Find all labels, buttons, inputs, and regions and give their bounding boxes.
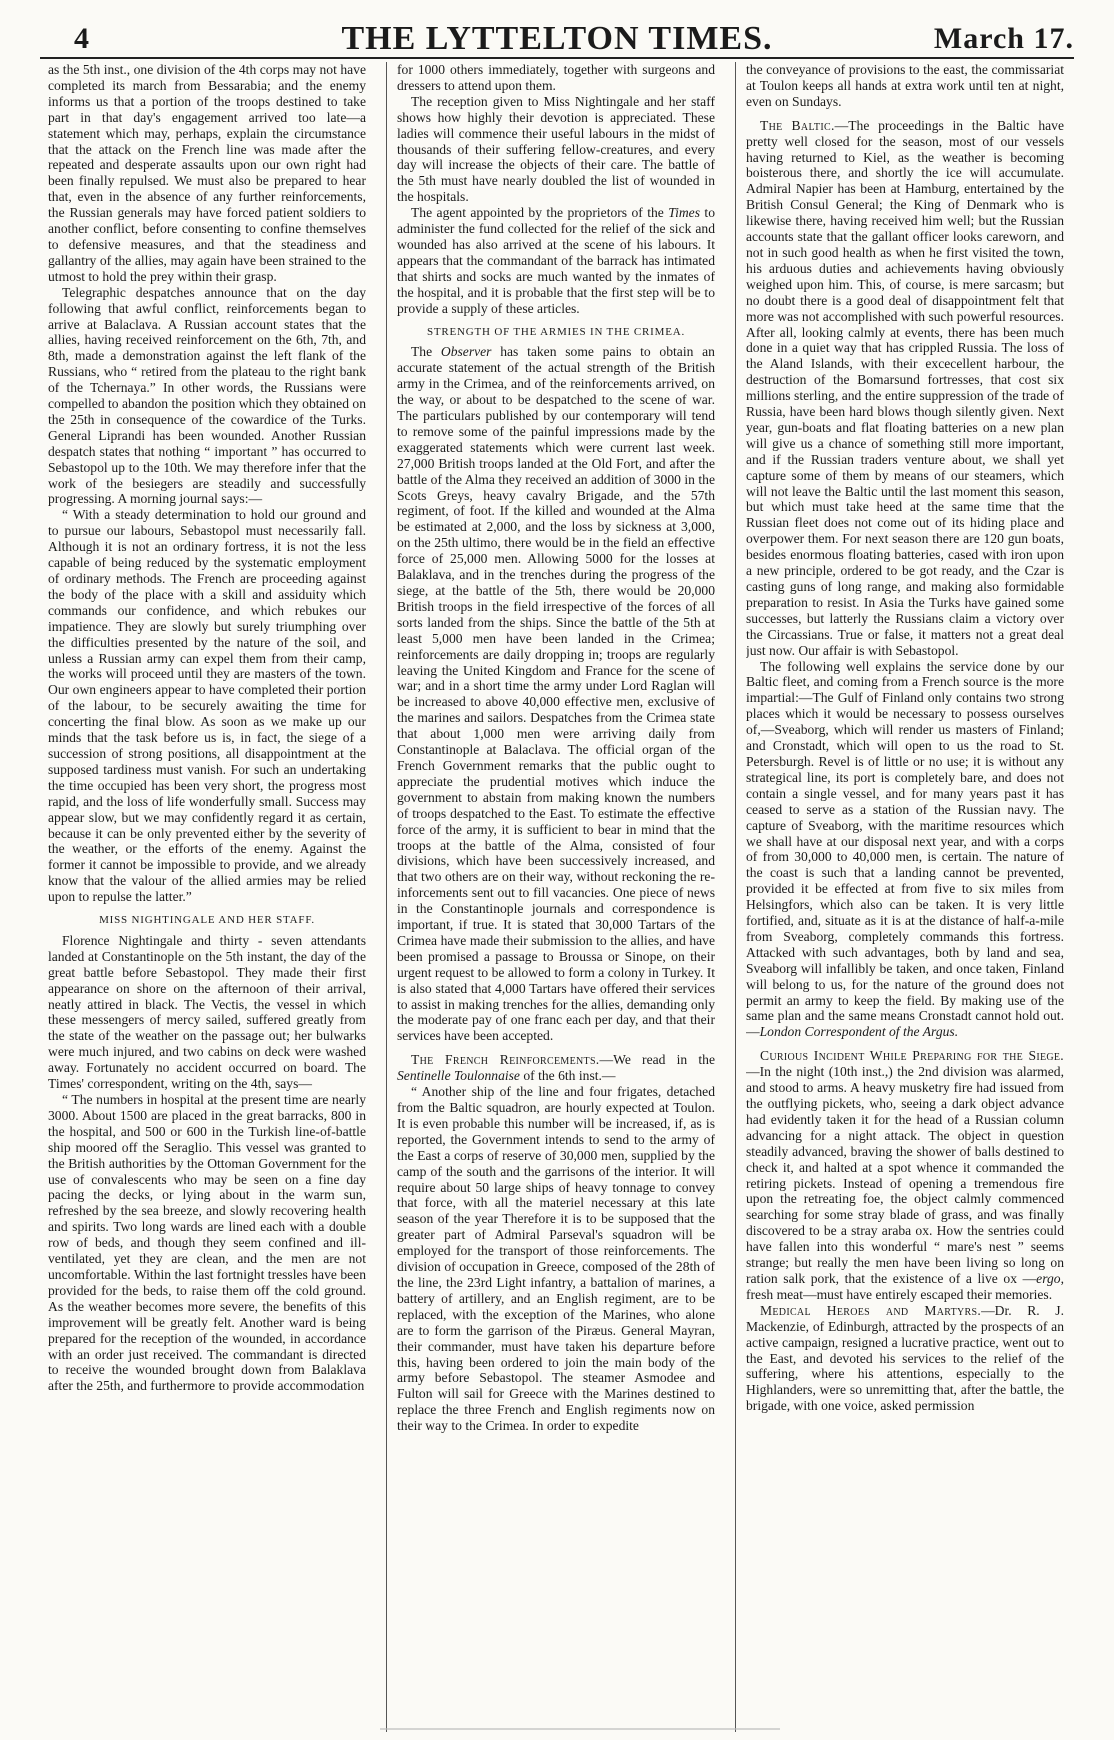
publication-name: Sentinelle Toulonnaise <box>397 1068 520 1084</box>
text-run: has taken some pains to obtain an accurate statement of the actual strength of the British army in the Crimea, and of the reinforcements arrived, on the way, or about to be despatched to the scene of war. The particulars published by our contemporary will tend to remove some of the painful impressions made by the exaggerated statements which were current last week. 27,000 British troops landed at the Old Fort, and after the battle of the Alma they received an addition of 3000 in the Scots Greys, heavy cavalry Brigade, and the 57th regiment, of foot. If the killed and wounded at the Alma be estimated at 2,000, and the loss by sickness at 3,000, on the 25th ultimo, there would be in the field an effective force of 25,000 men. Allowing 5000 for the losses at Balaklava, and in the trenches during the progress of the siege, at the battle of the 5th, there would be 20,000 British troops in the field irrespective of the forces of all sorts landed from the ships. Since the battle of the 5th at least 5,000 men have been landed in the Crimea; reinforcements are daily dropping in; troops are regularly leaving the United Kingdom and France for the scene of war; and in a short time the army under Lord Raglan will be increased to above 40,000 effective men, exclusive of the marines and sailors. Despatches from the Crimea state that about 1,000 men were arriving daily from Constantinople at Balaclava. The official organ of the French Government remarks that the public ought to appreciate the prudential motives which induce the government to abstain from making known the numbers of troops despatched to the East. To estimate the effective force of the army, it is sufficient to bear in mind that the troops at the battle of the Alma, consisted of four divisions, which have been successively increased, and that two others are on their way, without reckoning the re-inforcements sent out to fill vacancies. One piece of news in the Constantinople journals and correspondence is important, if true. It is stated that 30,000 Tartars of the Crimea have made their submission to the allies, and have been promised a passage to Broussa or Sinope, on their urgent request to be allowed to form a colony in Turkey. It is also stated that 4,000 Tartars have offered their services to assist in making trenches for the allies, demanding only the moderate pay of one franc each per day, and that their services have been accepted. <box>397 344 715 1044</box>
publication-name: Times <box>668 205 700 221</box>
column-2 <box>397 62 715 1727</box>
text-run: The following well explains the service done by our Baltic fleet, and coming from a French source is the more impartial:—The Gulf of Finland only contains two strong places which it would be necessary to possess ourselves of,—Sveaborg, which will render us masters of Finland; and Cronstadt, which will open to us the road to St. Petersburgh. Revel is of little or no use; it is without any strategical line, its port is completely bare, and does not contain a single vessel, and for many years past it has ceased to serve as a station of the Russian navy. The capture of Sveaborg, with the maritime resources which we shall have at our disposal next year, and with a corps of from 30,000 to 40,000 men, is certain. The nature of the coast is such that a landing cannot be prevented, provided it be effected at from five to six miles from Helsingfors, which also can be taken. It is very little fortified, and, situate as it is at the distance of half-a-mile from Sveaborg, completely commands this fortress. Attacked with such advantages, both by land and sea, Sveaborg will infallibly be taken, and once taken, Finland will belong to us, for the nature of the ground does not permit an army to keep the field. By making use of the same plan and the same means Cronstadt cannot hold out.— <box>746 658 1064 1040</box>
article-paragraph: Telegraphic despatches announce that on the day following that awful conflict, reinforcements began to arrive at Balaclava. A Russian account states that the allies, having received reinforcement on the 6th, 7th, and 8th, made a demonstration against the left flank of the Russians, who “ retired from the plateau to the right bank of the Tchernaya.” In other words, the Russians were compelled to abandon the position which they obtained on the 25th in consequence of the cowardice of the Turks. General Liprandi has been wounded. Another Russian despatch states that nothing “ important ” has occurred to Sebastopol up to the 10th. We may therefore infer that the work of the besiegers are steadily and successfully progressing. A morning journal says:— <box>48 284 366 507</box>
quote-paragraph: “ With a steady determination to hold our ground and to pursue our labours, Sebastopol must necessarily fall. Although it is not an ordinary fortress, it is not the less capable of being reduced by the systematic employment of ordinary methods. The French are proceeding against the body of the place with a skill and assiduity which commands our confidence, and which rebukes our impatience. They are slowly but surely triumphing over the difficulties presented by the nature of the soil, and unless a Russian army can expel them from their camp, the works will proceed until they are masters of the town. Our own engineers appear to have completed their portion of the labour, to be securely awaiting the time for concerting the final blow. As soon as we make up our minds that the task before us is, in fact, the siege of a succession of strong positions, all disappointment at the supposed tardiness must vanish. For such an undertaking the time occupied has been very short, the progress most rapid, and the loss of life wonderfully small. Success may appear slow, but we may confidently regard it as certain, because it can be only prevented either by the severity of the weather, or the efforts of the enemy. Against the former it cannot be impossible to provide, and we already know that the valour of the allied armies may be relied upon to repulse the latter.” <box>48 507 366 905</box>
header-rule <box>40 57 1074 59</box>
section-heading-strength: STRENGTH OF THE ARMIES IN THE CRIMEA. <box>426 325 686 338</box>
runin-heading-baltic: The Baltic. <box>760 117 835 133</box>
article-paragraph <box>746 1303 1064 1414</box>
article-paragraph: for 1000 others immediately, together with surgeons and dressers to attend upon them. <box>397 62 715 93</box>
runin-heading-french: The French Reinforcements. <box>411 1052 600 1068</box>
text-run: ergo <box>1036 1270 1061 1286</box>
article-paragraph <box>746 659 1064 1041</box>
page-number: 4 <box>74 22 89 55</box>
text-run: of the 6th inst.— <box>519 1068 616 1084</box>
text-run: to administer the fund collected for the relief of the sick and wounded has also arrived at the scene of his labours. It appears that the commandant of the barrack has intimated that shirts and socks are much wanted by the inmates of the hospital, and it is probable that the first step will be to provide a supply of these articles. <box>397 205 715 316</box>
print-smudge <box>380 1728 780 1730</box>
column-1 <box>48 62 366 1727</box>
quote-paragraph: “ The numbers in hospital at the present time are nearly 3000. About 1500 are placed in the great barracks, 800 in the hospital, and 500 or 600 in the Turkish line-of-battle ship moored off the Seraglio. This vessel was granted to the British authorities by the Ottoman Government for the use of convalescents who may be seen on a fine day pacing the decks, or lying about in the warm sun, refreshed by the sea breeze, and slowly recovering health and spirits. Two long wards are lined each with a double row of beds, and though they seem confined and ill-ventilated, yet they are clean, and the men are not uncomfortable. Within the last fortnight tressles have been provided for the beds, to raise them off the cold ground. As the weather becomes more severe, the benefits of this improvement will be greatly felt. Another ward is being prepared for the reception of the wounded, in accordance with an order just received. The commandant is directed to receive the wounded brought down from Balaklava after the 25th, and furthermore to provide accommodation <box>48 1092 366 1394</box>
text-run: —In the night (10th inst.,) the 2nd division was alarmed, and stood to arms. A heavy musketry fire had issued from the outflying pickets, who, seeing a dark object advance had evidently taken it for the head of a Russian column advancing for a night attack. The object in question steadily advanced, braving the shower of balls destined to check it, and halted at a spot whence it commanded the retiring pickets. Instead of opening a tremendous fire upon the retreating foe, the object calmly commenced searching for some stray blade of grass, and was finally discovered to be a stray araba ox. How the sentries could have fallen into this wonderful “ mare's nest ” seems strange; but really the men have been living so long on ration salk pork, that the existence of a live ox — <box>746 1064 1064 1286</box>
article-paragraph: The reception given to Miss Nightingale and her staff shows how highly their devotion is appreciated. These ladies will commence their useful labours in the midst of thousands of their suffering fellow-creatures, and every day will increase the objects of their care. The battle of the 5th must have nearly doubled the list of wounded in the hospitals. <box>397 93 715 205</box>
article-paragraph <box>397 1052 715 1084</box>
quote-paragraph: “ Another ship of the line and four frigates, detached from the Baltic squadron, are hourly expected at Toulon. It is even probable this number will be increased, if, as is reported, the Government intends to send to the army of the East a corps of reserve of 30,000 men, supplied by the camp of the south and the garrisons of the interior. It will require about 50 large ships of heavy tonnage to convey that force, with all the materiel necessary at this late season of the year Therefore it is to be supposed that the greater part of Admiral Parseval's squadron will be employed for the transport of those reinforcements. The division of occupation in Greece, composed of the 28th of the line, the 23rd Light infantry, a battalion of marines, a battery of artillery, and an English regiment, are to be replaced, with the exception of the Marines, who alone are to form the garrison of the Piræus. General Mayran, their commander, must have taken his departure before this, having been ordered to join the main body of the army before Sebastopol. The steamer Asmodee and Fulton will sail for Greece with the Marines destined to replace the three French and English regiments now on their way to the Crimea. In order to expedite <box>397 1084 715 1434</box>
newspaper-title: THE LYTTELTON TIMES. <box>341 20 773 57</box>
text-run: —We read in the <box>599 1052 715 1068</box>
issue-date: March 17. <box>933 22 1074 55</box>
article-paragraph: Florence Nightingale and thirty - seven attendants landed at Constantinople on the 5th instant, the day of the great battle before Sebastopol. They made their first appearance on shore on the afternoon of their arrival, neatly attired in black. The Vectis, the vessel in which these messengers of mercy sailed, suffered greatly from the state of the weather on the passage out; her bulwarks were much injured, and two cabins on deck were washed away. Fortunately no accident occurred on board. The Times' correspondent, writing on the 4th, says— <box>48 932 366 1092</box>
text-run: —Dr. R. J. Mackenzie, of Edinburgh, attracted by the prospects of an active campaign, resigned a lucrative practice, went out to the East, and devoted his services to the relief of the suffering, where his attentions, especially to the Highlanders, were so unremitting that, after the battle, the brigade, with one voice, asked permission <box>746 1302 1064 1414</box>
runin-heading-curious: Curious Incident While Preparing for the Siege. <box>760 1048 1064 1064</box>
article-paragraph <box>397 205 715 316</box>
article-paragraph <box>397 344 715 1044</box>
column-divider-2 <box>735 62 736 1732</box>
runin-heading-medical: Medical Heroes and Martyrs. <box>760 1302 982 1318</box>
publication-name: Observer <box>440 344 492 360</box>
article-paragraph: as the 5th inst., one division of the 4th corps may not have completed its march from Bessarabia; and the enemy informs us that a portion of the troops destined to take part in that day's engagement arrived too late—a statement which may, perhaps, explain the circumstance that the attack on the French line was made after the repeated and desperate assaults upon our own right had been finally repulsed. We must also be prepared to hear that, even in the absence of any further reinforcements, the Russian generals may have forced patient soldiers to another conflict, before consenting to confine themselves to defensive measures, and that the steadiness and gallantry of the allies, may again have been strained to the utmost to hold the prey within their grasp. <box>48 62 366 284</box>
masthead <box>40 18 1074 60</box>
source-credit: London Correspondent of the Argus. <box>759 1024 959 1040</box>
text-run: The <box>411 344 441 360</box>
text-run: —The proceedings in the Baltic have pretty well closed for the season, most of our vessels having returned to Kiel, as the weather is becoming boisterous there, and shortly the ice will accumulate. Admiral Napier has been at Hamburg, entertained by the British Consul General; the King of Denmark who is likewise there, having received him well; but the Russian accounts state that the gallant officer looks careworn, and not in such good health as when he first visited the town, his arduous duties and achievements having obviously weighed upon him. This, of course, is mere sarcasm; but no doubt there is a good deal of disappointment felt that more was not accomplished with such powerful resources. After all, looking calmly at events, there has been much done in a quiet way that has crippled Russia. The loss of the Aland Islands, with their excecellent harbour, the destruction of the Bomarsund fortresses, that cost six millions sterling, and the entire suppression of the trade of Russia, have been hard blows though silently given. Next year, gun-boats and flat floating batteries on a new plan will give us a chance of something still more important, and if the Russian traders venture about, we shall yet capture some of them by means of our steamers, which will not leave the Baltic until the last moment this season, but which must take heed at the same time that the Russian fleet does not come out of its hiding place and overpower them. For next season there are 120 gun boats, besides enormous floating batteries, cased with iron upon a new principle, ordered to be got ready, and the Czar is casting guns of long range, and making also formidable preparation to resist. In Asia the Turks have gained some successes, but latterly the Russians claim a victory over the Circassians. True or false, it matters not a great deal just now. Our affair is with Sebastopol. <box>746 117 1064 658</box>
article-paragraph <box>746 118 1064 659</box>
article-paragraph <box>746 1048 1064 1303</box>
column-3 <box>746 62 1064 1727</box>
article-paragraph: the conveyance of provisions to the east, the commissariat at Toulon keeps all hands at extra work until ten at night, even on Sundays. <box>746 62 1064 109</box>
section-heading-nightingale: MISS NIGHTINGALE AND HER STAFF. <box>99 914 315 927</box>
text-run: The agent appointed by the proprietors of the <box>411 205 669 221</box>
text-run: , fresh meat—must have entirely escaped their memories. <box>746 1270 1064 1302</box>
column-divider-1 <box>386 62 387 1732</box>
